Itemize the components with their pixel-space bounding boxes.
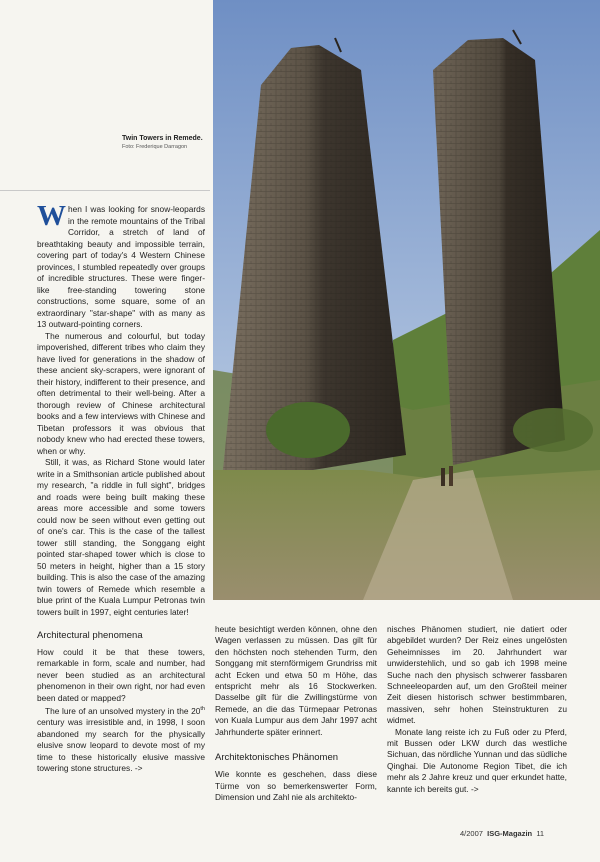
drop-cap: W: [37, 200, 66, 232]
paragraph-5: [37, 704, 205, 775]
section-heading-architectural: Architectural phenomena: [37, 630, 143, 641]
twin-towers-illustration: [213, 0, 600, 600]
paragraph-1: [37, 200, 205, 331]
paragraph-3: Still, it was, as Richard Stone would later write in a Smithsonian article published about my research, "a riddle in full sight", bridges and roads were being built making these areas more accessible and some towers could now be seen without even getting out of one's car. This is the case of the tallest tower still standing, the Songgang eight pointed star-shaped tower which is close to 50 meters in height, higher than a 15 story building. This is also the case of the amazing twin towers of Remede which resemble a blue print of the Kuala Lumpur Petronas twin towers built in 1997, eight centuries later!: [37, 457, 205, 617]
issue-number: 4/2007: [460, 829, 483, 838]
german-paragraph-2: Wie konnte es geschehen, dass diese Türme von so bemerkenswerter Form, Dimension und Zahl nie als architekto-: [215, 769, 377, 803]
article-english-column: [37, 200, 205, 775]
paragraph-4: How could it be that these towers, remarkable in form, scale and number, had never been studied as an architectural phenomenon in their own right, nor had even been dated or mapped?: [37, 646, 205, 703]
divider: [0, 190, 210, 191]
section-heading-architektonisches: Architektonisches Phänomen: [215, 752, 339, 764]
german-paragraph-1: heute besichtigt werden können, ohne den Wagen verlassen zu müssen. Das gilt für den höchsten noch stehenden Turm, den Songgang mit sternförmigem Grundriss mit acht Ecken und etwa 50 m Höhe, das entspricht mehr als 16 Stockwerken. Dasselbe gilt für die Zwillingstürme von Remede, an die das Türmepaar Petronas von Kuala Lumpur aus dem Jahr 1997 acht Jahrhunderte später erinnert.: [215, 624, 377, 737]
photo-caption: [122, 134, 210, 152]
superscript-th: th: [200, 706, 205, 712]
paragraph-5-text-b: century was irresistible and, in 1998, I soon abandoned my search for the physically elusive snow leopard to devote most of my time to these historically elusive massive towering stone structures. ->: [37, 717, 205, 774]
german-paragraph-3: nisches Phänomen studiert, nie datiert oder abgebildet wurden? Der Reiz eines ungelösten Geheimnisses im 20. Jahrhundert war unwiderstehlich, und so gab ich 1998 meine Suche nach den physisch schwerer fassbaren Schneeleoparden auf, um den Großteil meiner Zeit diesen historisch schwer bestimmbaren, massiven, sehr hohen Steinstrukturen zu widmet.: [387, 624, 567, 726]
page-footer: [460, 829, 544, 838]
paragraph-2: The numerous and colourful, but today impoverished, different tribes who claim they have lived for generations in the shadow of these ancient sky-scrapers, were ignorant of their history, indifferent to their presence, and often detrimental to their well-being. After a thorough review of Chinese architectural books and a few interviews with Chinese and Tibetan professors it was obvious that nobody knew who had erected these towers, when or why.: [37, 330, 205, 456]
caption-title: Twin Towers in Remede.: [122, 135, 203, 142]
article-german-column-2: [387, 624, 567, 795]
german-paragraph-4: Monate lang reiste ich zu Fuß oder zu Pferd, mit Bussen oder LKW durch das westliche Sichuan, das nördliche Yunnan und das südliche Qinghai. Die Autonome Region Tibet, die ich mehr als 2 Jahre kreuz und quer erkundet hatte, kannte ich bereits gut. ->: [387, 726, 567, 794]
caption-credit: Foto: Frederique Darragon: [122, 144, 188, 150]
paragraph-1-text: hen I was looking for snow-leopards in the remote mountains of the Tribal Corridor, a stretch of land of breathtaking beauty and impossible terrain, covering part of today's 4 Western Chinese provinces, I stumbled repeatedly over groups of incredible structures. These were finger-like free-standing towering stone constructions, some square, some of an extraordinary "star-shape" with as many as 13 outward-pointing corners.: [37, 204, 205, 329]
paragraph-5-text-a: The lure of an unsolved mystery in the 20: [45, 705, 201, 716]
twin-towers-photo: [213, 0, 600, 600]
article-german-column-1: [215, 624, 377, 804]
page-number: 11: [536, 829, 545, 838]
magazine-name: ISG-Magazin: [487, 829, 533, 838]
